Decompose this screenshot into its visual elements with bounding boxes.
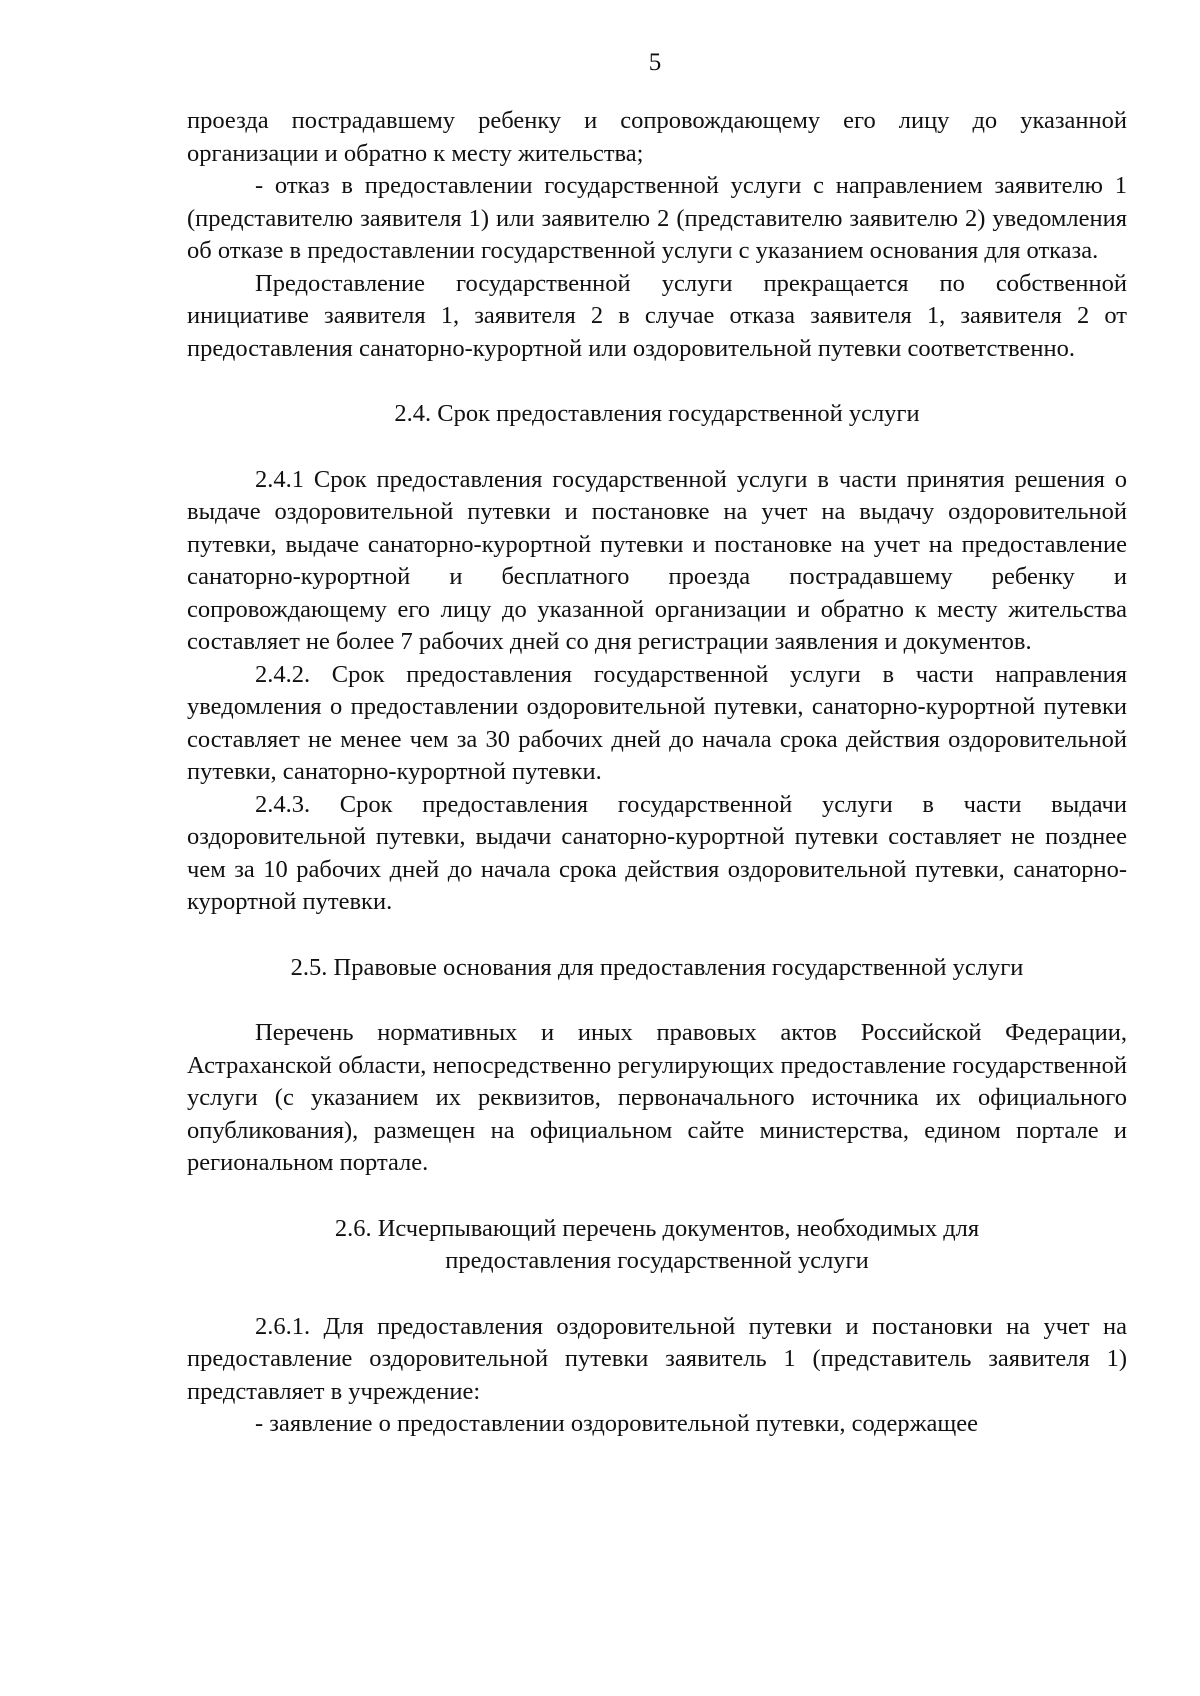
paragraph-2-4-1: 2.4.1 Срок предоставления государственной услуги в части принятия решения о выдаче оздоровительной путевки и постановке на учет на выдачу оздоровительной путевки, выдаче санаторно-курортной путевки и постановке на учет на предоставление санаторно-курортной и бесплатного проезда пострадавшему ребенку и сопровождающему его лицу до указанной организации и обратно к месту жительства составляет не более 7 рабочих дней со дня регистрации заявления и документов.	[187, 465, 1127, 655]
paragraph-2-5: Перечень нормативных и иных правовых актов Российской Федерации, Астраханской области, непосредственно регулирующих предоставление государственной услуги (с указанием их реквизитов, первоначального источника их официального опубликования), размещен на официальном сайте министерства, едином портале и региональном портале.	[187, 1019, 1127, 1176]
section-heading-2-6	[187, 1213, 1127, 1278]
paragraph-refusal-item: - отказ в предоставлении государственной услуги с направлением заявителю 1 (представителю заявителя 1) или заявителю 2 (представителю заявителю 2) уведомления об отказе в предоставлении государственной услуги с указанием основания для отказа.	[187, 172, 1127, 264]
section-heading-2-6-line-1: 2.6. Исчерпывающий перечень документов, необходимых для	[334, 1214, 980, 1242]
section-heading-2-6-line-2: предоставления государственной услуги	[445, 1247, 869, 1274]
paragraph-continuation: проезда пострадавшему ребенку и сопровождающему его лицу до указанной организации и обратно к месту жительства;	[187, 107, 1127, 167]
paragraph-application-item: - заявление о предоставлении оздоровительной путевки, содержащее	[255, 1410, 979, 1437]
page-number: 5	[648, 49, 662, 76]
paragraph-termination: Предоставление государственной услуги прекращается по собственной инициативе заявителя 1, заявителя 2 в случае отказа заявителя 1, заявителя 2 от предоставления санаторно-курортной или оздоровительной путевки соответственно.	[187, 269, 1127, 362]
paragraph-2-4-2: 2.4.2. Срок предоставления государственной услуги в части направления уведомления о предоставлении оздоровительной путевки, санаторно-курортной путевки составляет не менее чем за 30 рабочих дней до начала срока действия оздоровительной путевки, санаторно-курортной путевки.	[187, 660, 1127, 785]
paragraph-2-6-1: 2.6.1. Для предоставления оздоровительной путевки и постановки на учет на предоставление оздоровительной путевки заявитель 1 (представитель заявителя 1) представляет в учреждение:	[187, 1312, 1127, 1405]
section-heading-2-4: 2.4. Срок предоставления государственной услуги	[394, 400, 920, 427]
section-heading-2-5: 2.5. Правовые основания для предоставления государственной услуги	[290, 953, 1024, 981]
paragraph-2-4-3: 2.4.3. Срок предоставления государственной услуги в части выдачи оздоровительной путевки, выдачи санаторно-курортной путевки составляет не позднее чем за 10 рабочих дней до начала срока действия оздоровительной путевки, санаторно-курортной путевки.	[187, 790, 1127, 915]
document-body	[187, 105, 1127, 1441]
